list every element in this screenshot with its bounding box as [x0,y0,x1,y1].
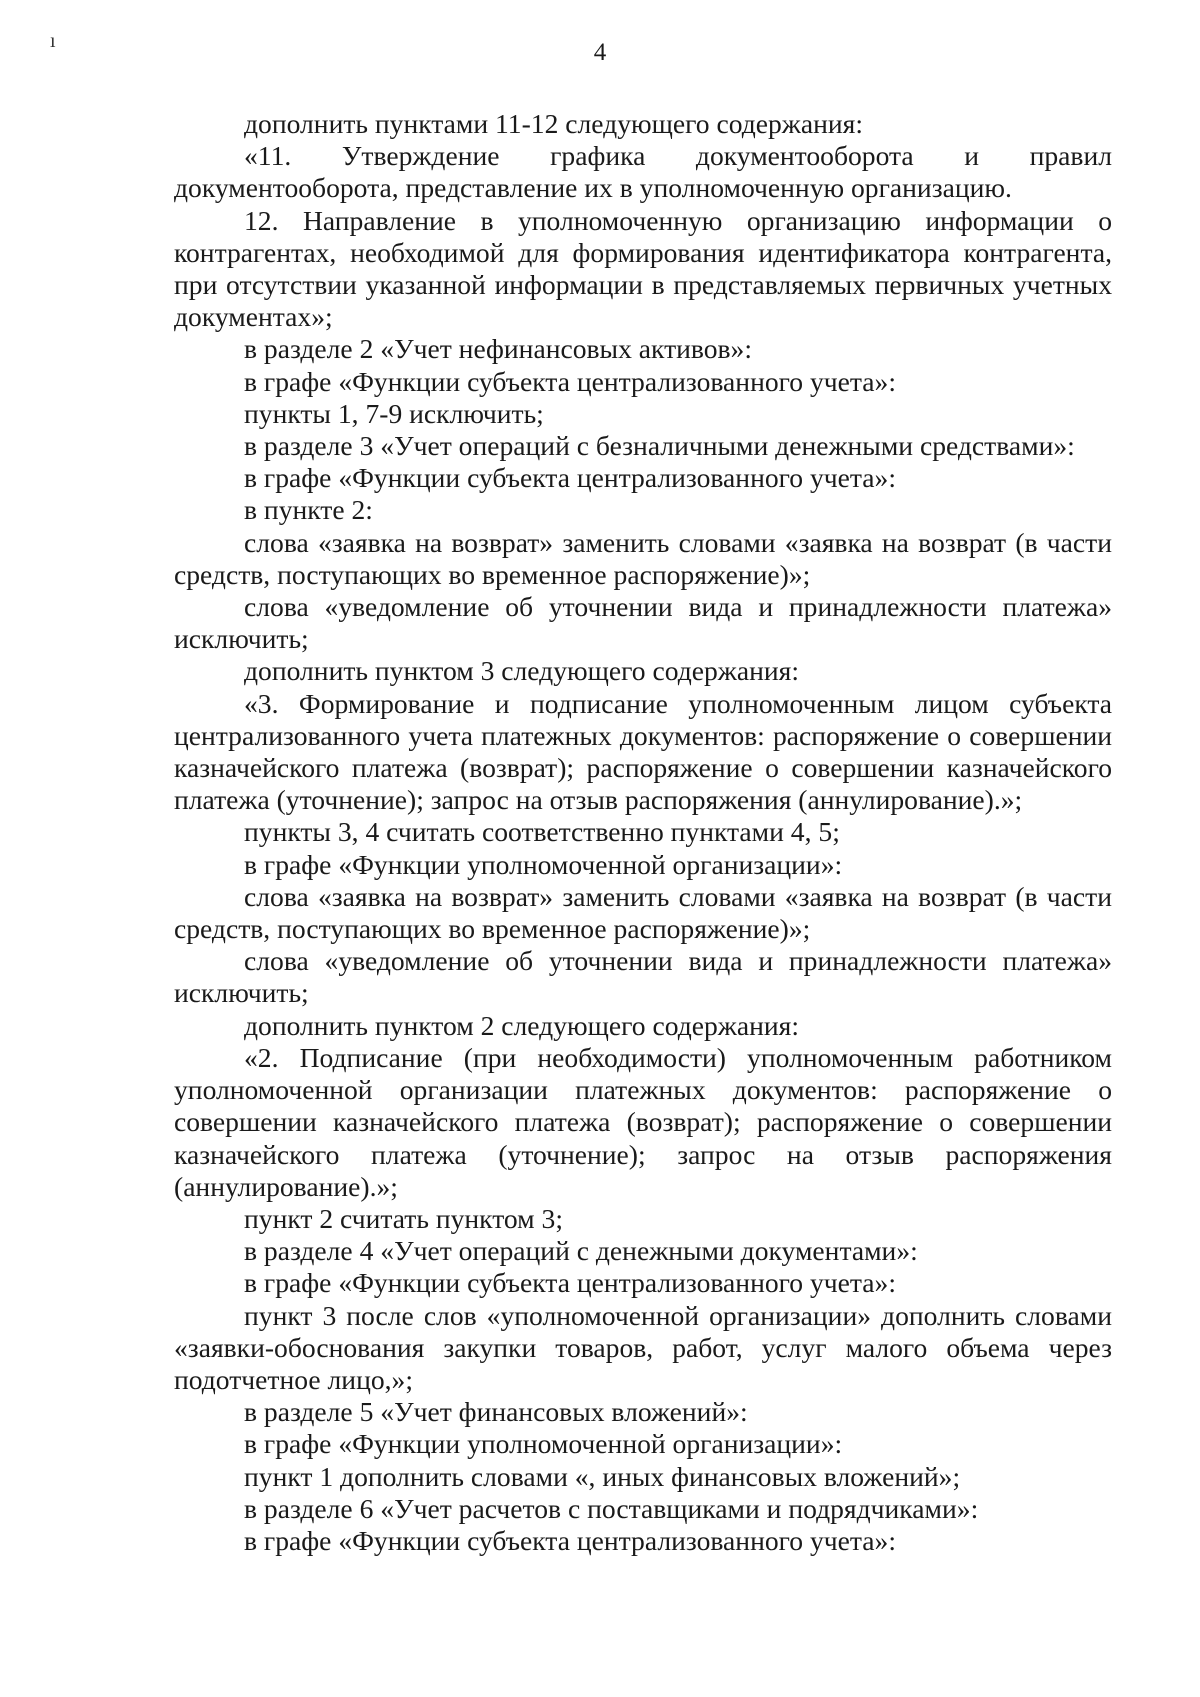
paragraph: в разделе 6 «Учет расчетов с поставщиками и подрядчиками»: [244,1492,979,1524]
paragraph: в пункте 2: [244,494,373,526]
paragraph: в графе «Функции уполномоченной организации»: [244,848,843,880]
paragraph: в разделе 2 «Учет нефинансовых активов»: [244,333,753,365]
paragraph: в графе «Функции субъекта централизованного учета»: [244,365,896,397]
paragraph: дополнить пунктами 11-12 следующего содержания: [244,108,863,139]
paragraph: пункт 1 дополнить словами «, иных финансовых вложений»; [244,1460,961,1492]
document-body [174,108,1112,1557]
paragraph: в графе «Функции субъекта централизованного учета»: [244,1524,896,1556]
paragraph: в графе «Функции субъекта централизованного учета»: [244,462,896,494]
paragraph: в разделе 4 «Учет операций с денежными документами»: [244,1235,918,1267]
paragraph: пункты 3, 4 считать соответственно пунктами 4, 5; [244,816,840,848]
stray-mark: ı [50,30,56,52]
paragraph: дополнить пунктом 2 следующего содержания: [244,1009,799,1041]
paragraph: «11. Утверждение графика документооборота и правил документооборота, представление их в уполномоченную организацию. [174,140,1112,204]
paragraph: в разделе 5 «Учет финансовых вложений»: [244,1396,748,1428]
paragraph: слова «заявка на возврат» заменить словами «заявка на возврат (в части средств, поступающих во временное распоряжение)»; [174,526,1112,590]
paragraph: «3. Формирование и подписание уполномоченным лицом субъекта централизованного учета платежных документов: распоряжение о совершении казначейского платежа (возврат); распоряжение о совершении казначейского платежа (уточнение); запрос на отзыв распоряжения (аннулирование).»; [174,687,1112,816]
paragraph: в графе «Функции субъекта централизованного учета»: [244,1267,896,1299]
paragraph: пункты 1, 7-9 исключить; [244,397,544,429]
paragraph: 12. Направление в уполномоченную организацию информации о контрагентах, необходимой для формирования идентификатора контрагента, при отсутствии указанной информации в представляемых первичных учетных документах»; [174,204,1112,333]
paragraph: «2. Подписание (при необходимости) уполномоченным работником уполномоченной организации платежных документов: распоряжение о совершении казначейского платежа (возврат); распоряжение о совершении казначейского платежа (уточнение); запрос на отзыв распоряжения (аннулирование).»; [174,1041,1112,1202]
paragraph: пункт 3 после слов «уполномоченной организации» дополнить словами «заявки-обоснования закупки товаров, работ, услуг малого объема через подотчетное лицо,»; [174,1299,1112,1395]
paragraph: в графе «Функции уполномоченной организации»: [244,1428,843,1460]
paragraph: в разделе 3 «Учет операций с безналичными денежными средствами»: [244,430,1075,462]
paragraph: слова «уведомление об уточнении вида и принадлежности платежа» исключить; [174,591,1112,655]
page-number: 4 [593,39,607,66]
paragraph: дополнить пунктом 3 следующего содержания: [244,655,799,687]
paragraph: слова «уведомление об уточнении вида и принадлежности платежа» исключить; [174,945,1112,1009]
paragraph: слова «заявка на возврат» заменить словами «заявка на возврат (в части средств, поступающих во временное распоряжение)»; [174,880,1112,945]
paragraph: пункт 2 считать пунктом 3; [244,1202,563,1234]
